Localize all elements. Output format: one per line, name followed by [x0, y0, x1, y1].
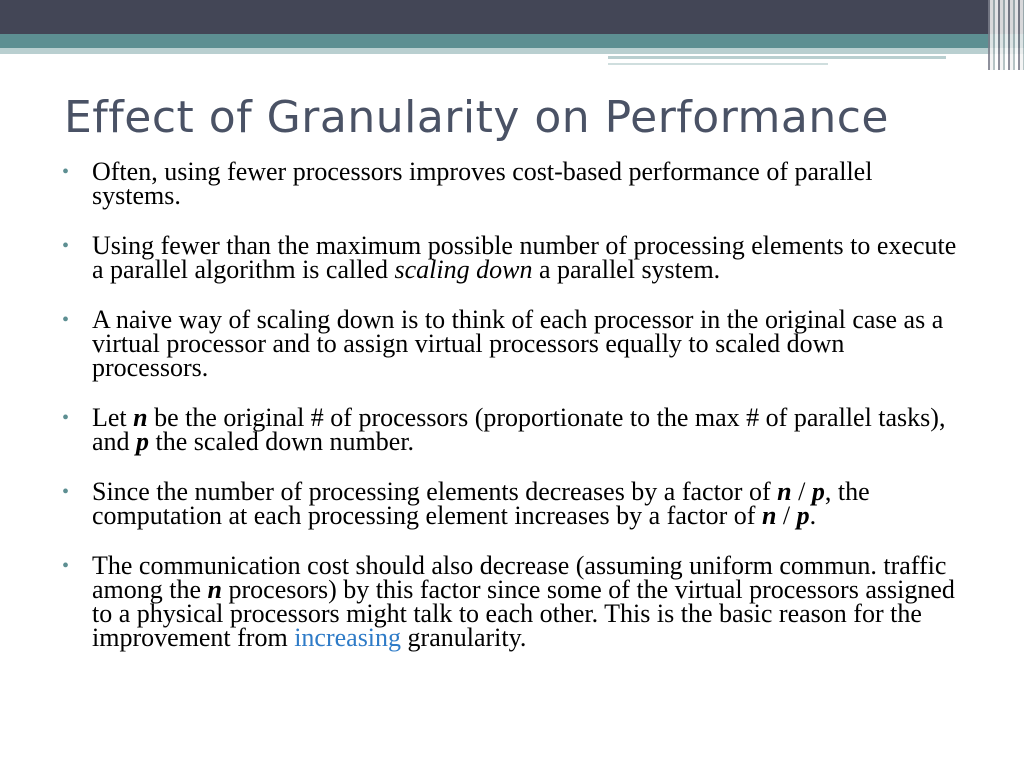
math-variable-n: n [207, 575, 222, 604]
math-variable-p: p [796, 501, 810, 530]
bullet-dot-icon: • [62, 309, 70, 331]
bullet-text: A naive way of scaling down is to think of each processor in the original case as a virtual processor and to assign virtual processors equally to scaled down processors. [92, 305, 944, 382]
header-bar [0, 0, 1024, 34]
math-variable-n: n [133, 403, 148, 432]
bullet-text: Often, using fewer processors improves cost-based performance of parallel systems. [92, 157, 873, 210]
bullet-text: a parallel system. [532, 255, 721, 284]
header-stripes-decoration [988, 0, 1024, 70]
header-accent-line-short [608, 63, 828, 65]
bullet-text: , the computation at each processing element increases by a factor of [92, 477, 870, 530]
math-variable-n: n [761, 501, 777, 530]
math-variable-n: n [777, 477, 792, 506]
bullet-text: . [809, 501, 817, 530]
bullet-list [62, 157, 962, 676]
bullet-text: granularity. [401, 623, 527, 652]
bullet-dot-icon: • [62, 481, 70, 503]
bullet-dot-icon: • [62, 555, 70, 577]
emphasized-term: scaling down [394, 255, 533, 284]
header-teal-band [0, 34, 1024, 48]
bullet-dot-icon: • [62, 235, 70, 257]
bullet-text: Let [92, 403, 134, 432]
math-slash: / [776, 501, 797, 530]
bullet-text: The communication cost should also decrease (assuming uniform commun. traffic among the [92, 551, 947, 604]
bullet-dot-icon: • [62, 161, 70, 183]
math-variable-p: p [811, 477, 825, 506]
bullet-text: Using fewer than the maximum possible number of processing elements to execute a parallel algorithm is called [92, 231, 957, 284]
slide-title: Effect of Granularity on Performance [64, 92, 889, 143]
bullet-text: be the original # of processors (proportionate to the max # of parallel tasks), and [92, 403, 946, 456]
highlighted-word: increasing [294, 623, 402, 652]
header-teal-light-band [0, 48, 1024, 54]
bullet-item [62, 477, 962, 530]
bullet-item [62, 403, 962, 456]
bullet-item [62, 157, 962, 210]
math-slash: / [791, 477, 812, 506]
bullet-item [62, 305, 962, 382]
bullet-text: procesors) by this factor since some of the virtual processors assigned to a physical processors might talk to each other. This is the basic reason for the improvement from [92, 575, 955, 652]
bullet-item [62, 231, 962, 284]
bullet-text: Since the number of processing elements decreases by a factor of [92, 477, 778, 506]
bullet-item [62, 551, 962, 652]
bullet-text: the scaled down number. [149, 427, 415, 456]
math-variable-p: p [136, 427, 150, 456]
bullet-dot-icon: • [62, 407, 70, 429]
header-accent-line [608, 56, 946, 59]
